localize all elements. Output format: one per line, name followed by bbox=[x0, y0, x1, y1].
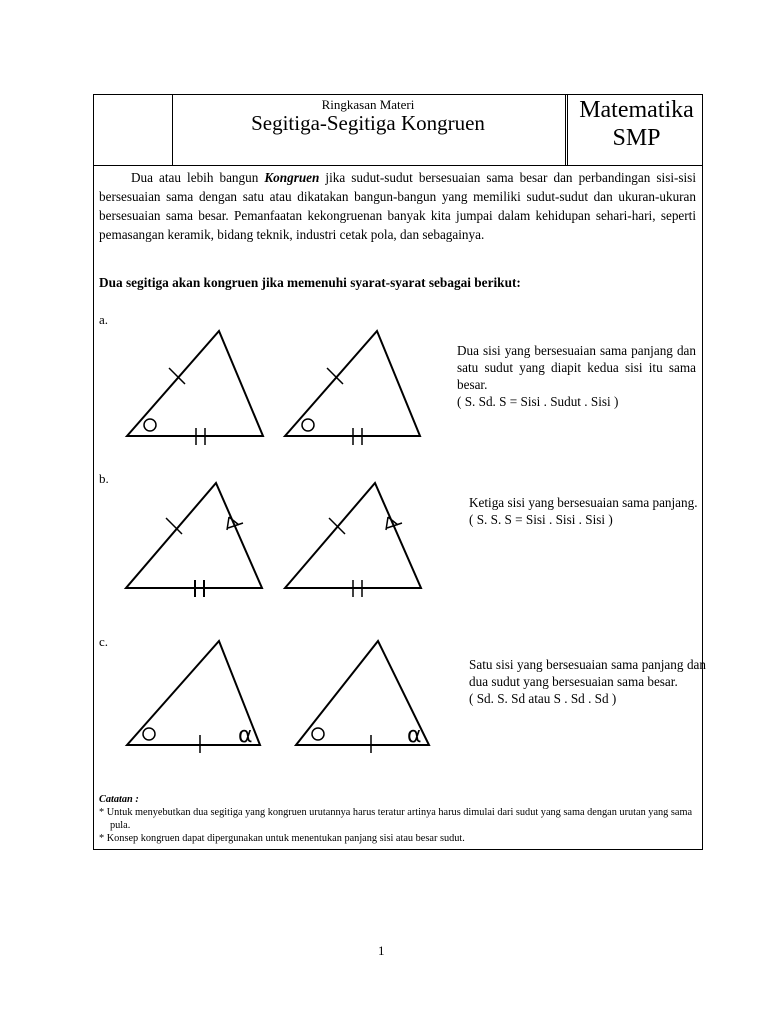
page-number: 1 bbox=[378, 943, 385, 958]
section-a-label: a. bbox=[99, 312, 109, 327]
triangle-b-1 bbox=[126, 483, 262, 597]
notes-section bbox=[99, 793, 699, 845]
section-c-label: c. bbox=[99, 634, 109, 649]
summary-frame bbox=[93, 94, 706, 850]
note-item-2: * Konsep kongruen dapat dipergunakan untuk menentukan panjang sisi atau besar sudut. bbox=[99, 833, 465, 844]
section-b-text: Ketiga sisi yang bersesuaian sama panjang. bbox=[469, 495, 698, 510]
subject-line-2: SMP bbox=[612, 125, 661, 151]
triangle-a-1 bbox=[127, 331, 263, 445]
intro-before: Dua atau lebih bangun bbox=[131, 170, 265, 185]
intro-keyword: Kongruen bbox=[264, 170, 320, 185]
subject-line-1: Matematika bbox=[579, 97, 694, 123]
triangle-a-2 bbox=[285, 331, 420, 445]
section-c-text: Satu sisi yang bersesuaian sama panjang dan dua sudut yang bersesuaian sama besar. bbox=[469, 657, 706, 689]
section-c-note: ( Sd. S. Sd atau S . Sd . Sd ) bbox=[469, 691, 617, 706]
section-a-note: ( S. Sd. S = Sisi . Sudut . Sisi ) bbox=[457, 394, 619, 409]
section-a-text: Dua sisi yang bersesuaian sama panjang dan satu sudut yang diapit kedua sisi itu sama besar. bbox=[457, 343, 696, 392]
page-title: Segitiga-Segitiga Kongruen bbox=[251, 111, 485, 135]
alpha-angle-mark-1: α bbox=[238, 723, 253, 748]
notes-heading: Catatan : bbox=[99, 794, 139, 805]
note-item-1: * Untuk menyebutkan dua segitiga yang kongruen urutannya harus teratur artinya harus dimulai dari sudut yang sama dengan urutan yang sama pula. bbox=[99, 807, 693, 831]
alpha-angle-mark-2: α bbox=[407, 723, 422, 748]
section-b-note: ( S. S. S = Sisi . Sisi . Sisi ) bbox=[469, 512, 613, 527]
conditions-heading: Dua segitiga akan kongruen jika memenuhi syarat-syarat sebagai berikut: bbox=[99, 275, 521, 290]
section-b-label: b. bbox=[99, 471, 109, 486]
triangle-b-2 bbox=[285, 483, 421, 597]
intro-after: jika sudut-sudut bersesuaian sama besar dan perbandingan sisi-sisi bersesuaian sama dengan satu atau dikatakan bangun-bangun yang memiliki sudut-sudut dan ukuran-ukuran bersesuaian sama besar. Pemanfaatan kekongruenan banyak kita jumpai dalam kehidupan sehari-hari, seperti pemasangan keramik, bidang teknik, industri cetak pola, dan sebagainya. bbox=[99, 170, 696, 242]
header-subtitle: Ringkasan Materi bbox=[321, 97, 415, 112]
triangle-figures bbox=[94, 95, 702, 785]
